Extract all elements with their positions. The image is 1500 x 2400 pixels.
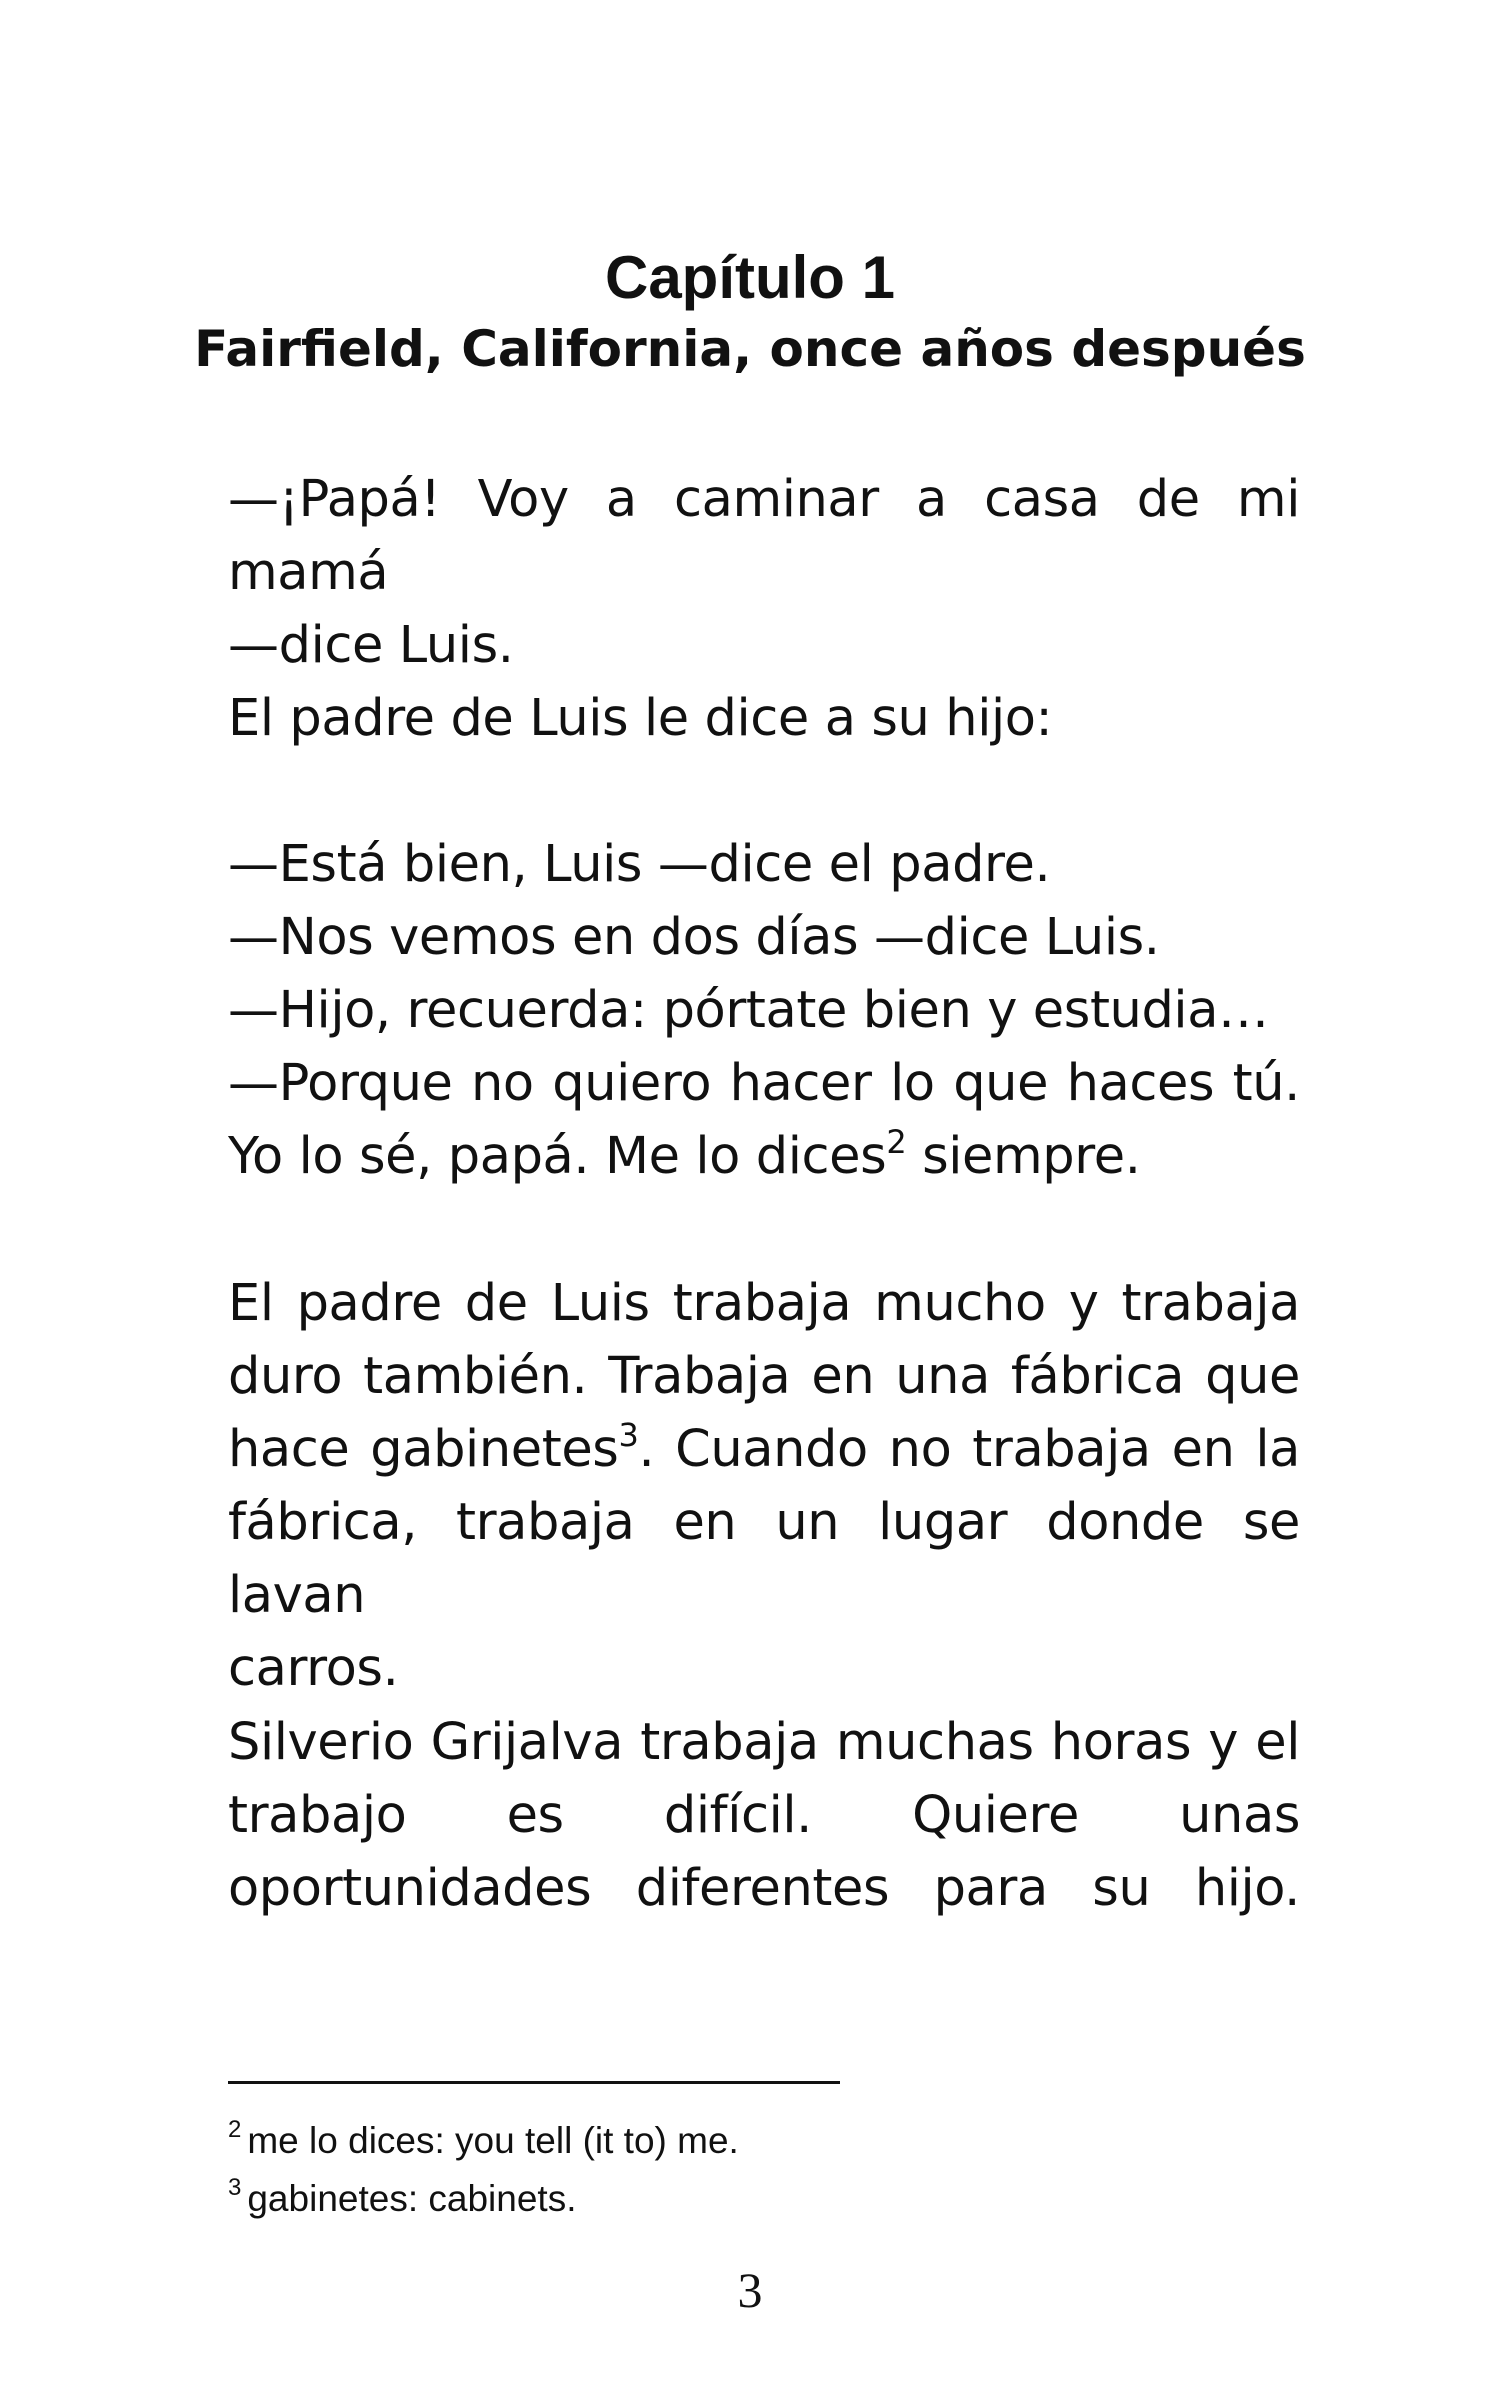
text-line [228,1120,1300,1193]
text-line: El padre de Luis le dice a su hijo: [228,689,1053,748]
footnote-number: 3 [228,2174,242,2201]
text-line [228,1413,1300,1486]
footnote-reference: 3 [618,1416,639,1454]
text-line: oportunidades diferentes para su hijo. [228,1859,1300,1918]
footnote-number: 2 [228,2116,242,2143]
footnote-reference: 2 [886,1123,907,1161]
text-line: —Hijo, recuerda: pórtate bien y estudia… [228,981,1269,1040]
text-line: Silverio Grijalva trabaja muchas horas y el [228,1713,1300,1772]
text-line: fábrica, trabaja en un lugar donde se lavan [228,1493,1300,1625]
chapter-subtitle: Fairfield, California, once años después [194,320,1306,378]
text-line: —Nos vemos en dos días —dice Luis. [228,908,1160,967]
footnote-2 [228,2112,1300,2170]
text-line: El padre de Luis trabaja mucho y trabaja [228,1274,1300,1333]
text-segment: . Cuando no trabaja en la [638,1420,1300,1479]
text-line: —¡Papá! Voy a caminar a casa de mi mamá [228,470,1300,602]
text-line: trabajo es difícil. Quiere unas [228,1786,1300,1845]
footnote-text: gabinetes: cabinets. [247,2178,577,2219]
paragraph-4 [228,1267,1300,1705]
text-segment: hace gabinetes [228,1420,619,1479]
text-line: —Está bien, Luis —dice el padre. [228,835,1051,894]
text-line: —Porque no quiero hacer lo que haces tú. [228,1054,1300,1113]
page-number: 3 [737,2262,763,2318]
footnote-text: me lo dices: you tell (it to) me. [247,2120,739,2161]
footnote-3 [228,2170,1300,2228]
footnotes [228,2112,1300,2228]
chapter-title: Capítulo 1 [604,244,895,311]
text-segment: siempre. [906,1127,1141,1186]
text-line: carros. [228,1639,399,1698]
paragraph-1 [228,463,1300,682]
footnote-separator [228,2081,840,2084]
paragraph-3 [228,828,1300,1193]
text-line: duro también. Trabaja en una fábrica que [228,1347,1300,1406]
text-segment: Yo lo sé, papá. Me lo dices [228,1127,887,1186]
paragraph-2 [228,682,1300,755]
text-line: —dice Luis. [228,616,514,675]
paragraph-5 [228,1706,1300,1925]
